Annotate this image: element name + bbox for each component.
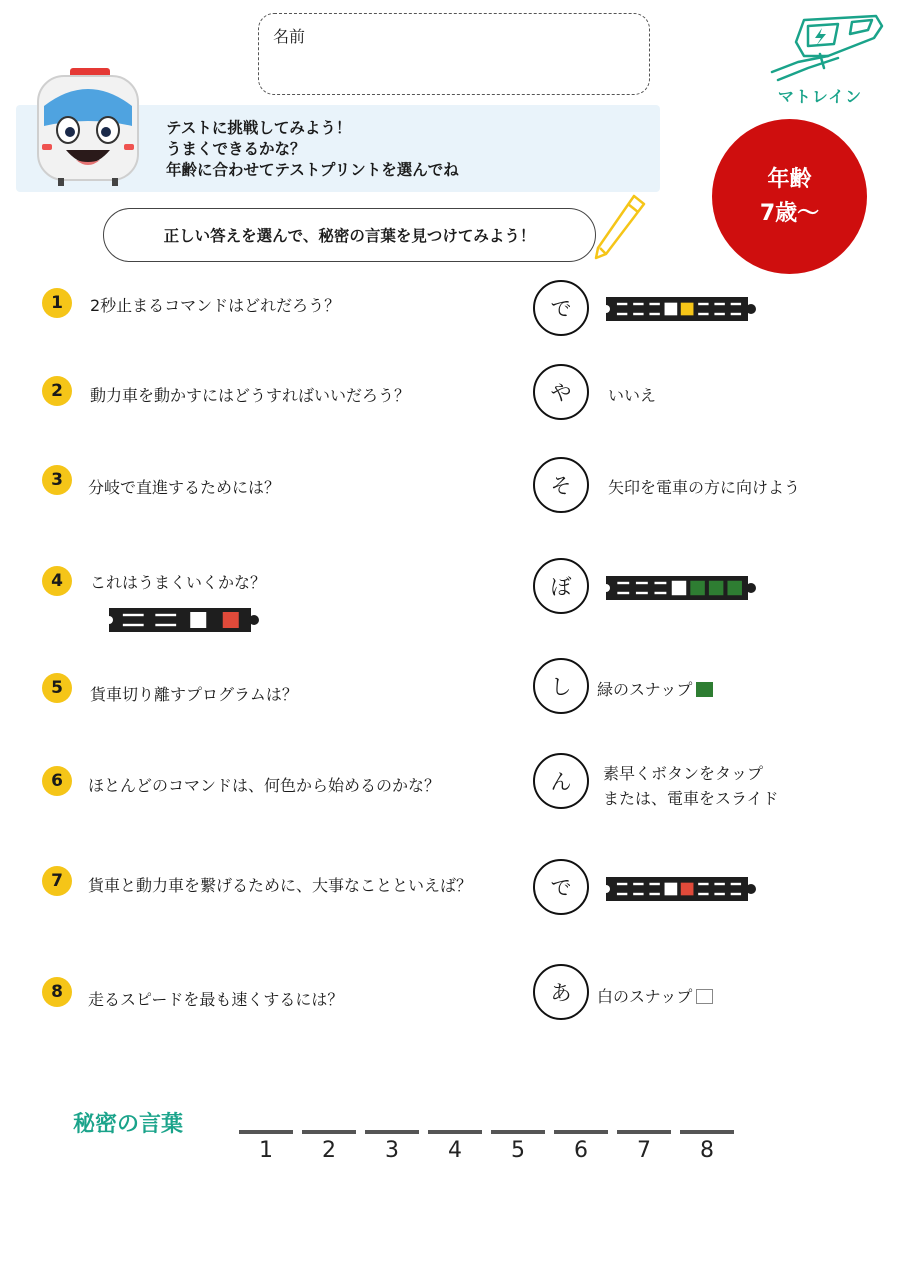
secret-slot-number: 5 (511, 1138, 525, 1163)
secret-slot-line[interactable] (428, 1130, 482, 1134)
brand-name: マトレイン (777, 87, 863, 106)
pencil-icon (592, 192, 648, 264)
track-dash (633, 883, 643, 885)
track-dash (649, 303, 659, 305)
track-dash (731, 893, 741, 895)
age-badge: 年齢 7歳〜 (712, 119, 867, 274)
train-logo-icon (768, 12, 886, 84)
question-track (107, 605, 259, 635)
answer-kana[interactable]: や (533, 364, 589, 420)
question-number: 5 (42, 673, 72, 703)
secret-slot-line[interactable] (365, 1130, 419, 1134)
track-dash (714, 893, 724, 895)
question-text: 走るスピードを最も速くするには？ (88, 990, 344, 1009)
answer-kana[interactable]: ん (533, 753, 589, 809)
red-snap (223, 612, 239, 628)
track-dash (654, 592, 666, 594)
track-dash (617, 883, 627, 885)
white-snap-swatch (696, 989, 713, 1004)
track-dash (636, 592, 648, 594)
question-text: 2秒止まるコマンドはどれだろう？ (90, 296, 341, 315)
question-number: 2 (42, 376, 72, 406)
white-snap (190, 612, 206, 628)
track-dash (731, 303, 741, 305)
secret-slot-number: 2 (322, 1138, 336, 1163)
secret-slot-line[interactable] (239, 1130, 293, 1134)
answer-text: いいえ (608, 386, 657, 405)
white-snap (665, 303, 678, 316)
answer-kana[interactable]: そ (533, 457, 589, 513)
track-dash (649, 883, 659, 885)
secret-slot-line[interactable] (617, 1130, 671, 1134)
secret-slot-line[interactable] (680, 1130, 734, 1134)
track-dash (123, 614, 144, 616)
track-connector (746, 583, 756, 593)
answer-track (604, 874, 756, 904)
answer-text: 矢印を電車の方に向けよう (608, 478, 801, 497)
intro-text: テストに挑戦してみよう！ うまくできるかな？ 年齢に合わせてテストプリントを選んでね (166, 119, 459, 179)
answer-kana[interactable]: あ (533, 964, 589, 1020)
question-text: 貨車切り離すプログラムは？ (90, 685, 298, 704)
answer-kana[interactable]: ぼ (533, 558, 589, 614)
question-number: 7 (42, 866, 72, 896)
secret-slot-line[interactable] (302, 1130, 356, 1134)
question-number: 8 (42, 977, 72, 1007)
track-dash (698, 303, 708, 305)
white-snap (665, 883, 678, 896)
track-dash (636, 582, 648, 584)
secret-word-title: 秘密の言葉 (73, 1112, 184, 1137)
track-dash (649, 893, 659, 895)
yellow-snap (681, 303, 694, 316)
track-dash (649, 313, 659, 315)
track-dash (698, 893, 708, 895)
instruction-pill: 正しい答えを選んで、秘密の言葉を見つけてみよう！ (103, 208, 596, 262)
track-connector (249, 615, 259, 625)
track-dash (654, 582, 666, 584)
train-mascot-icon (34, 66, 142, 188)
track-connector (746, 884, 756, 894)
track-dash (731, 313, 741, 315)
answer-kana[interactable]: で (533, 859, 589, 915)
secret-slot-number: 6 (574, 1138, 588, 1163)
name-label: 名前 (273, 27, 306, 46)
secret-slot-number: 7 (637, 1138, 651, 1163)
track-dash (633, 303, 643, 305)
question-text: 分岐で直進するためには？ (88, 478, 281, 497)
track-dash (714, 883, 724, 885)
track-dash (698, 883, 708, 885)
track-dash (633, 893, 643, 895)
green-snap-swatch (696, 682, 713, 697)
secret-slot-line[interactable] (554, 1130, 608, 1134)
track-dash (714, 303, 724, 305)
answer-text: 白のスナップ (597, 984, 713, 1009)
track-dash (617, 313, 627, 315)
question-number: 4 (42, 566, 72, 596)
name-field[interactable] (258, 13, 650, 95)
track-dash (617, 303, 627, 305)
track-dash (617, 582, 629, 584)
track-dash (123, 624, 144, 626)
green-snap (690, 581, 704, 595)
answer-track (604, 294, 756, 324)
track-dash (633, 313, 643, 315)
track-dash (155, 614, 176, 616)
answer-track (604, 573, 756, 603)
track-dash (731, 883, 741, 885)
secret-slot-number: 1 (259, 1138, 273, 1163)
green-snap (709, 581, 723, 595)
question-text: 貨車と動力車を繋げるために、大事なことといえば？ (88, 876, 473, 895)
secret-slot-line[interactable] (491, 1130, 545, 1134)
question-text: ほとんどのコマンドは、何色から始めるのかな？ (88, 776, 441, 795)
red-snap (681, 883, 694, 896)
secret-slot-number: 3 (385, 1138, 399, 1163)
track-connector (746, 304, 756, 314)
white-snap (672, 581, 686, 595)
secret-slot-number: 8 (700, 1138, 714, 1163)
green-snap (727, 581, 741, 595)
question-number: 1 (42, 288, 72, 318)
secret-slot-number: 4 (448, 1138, 462, 1163)
answer-kana[interactable]: で (533, 280, 589, 336)
question-number: 3 (42, 465, 72, 495)
answer-text: 素早くボタンをタップ または、電車をスライド (603, 764, 779, 808)
answer-kana[interactable]: し (533, 658, 589, 714)
track-dash (698, 313, 708, 315)
track-dash (155, 624, 176, 626)
track-dash (714, 313, 724, 315)
question-number: 6 (42, 766, 72, 796)
answer-text: 緑のスナップ (597, 677, 713, 702)
question-text: これはうまくいくかな？ (90, 573, 267, 592)
question-text: 動力車を動かすにはどうすればいいだろう？ (90, 386, 411, 405)
track-dash (617, 592, 629, 594)
track-dash (617, 893, 627, 895)
